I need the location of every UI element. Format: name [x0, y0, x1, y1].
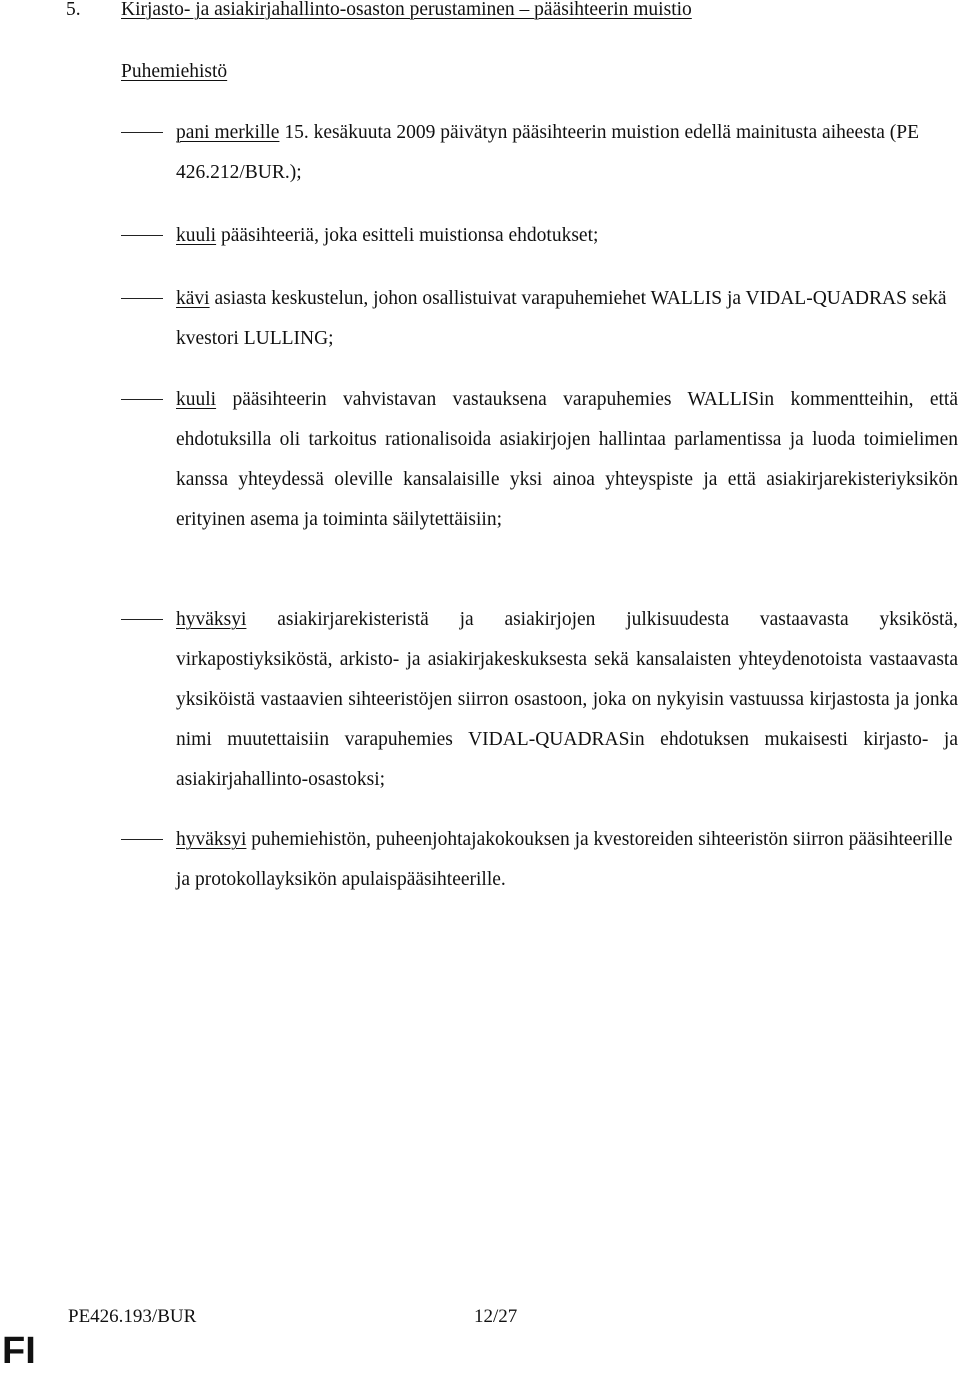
document-reference: PE426.193/BUR: [68, 1306, 197, 1327]
section-title: Kirjasto- ja asiakirjahallinto-osaston perustaminen – pääsihteerin muistio: [121, 0, 692, 20]
item-body: 15. kesäkuuta 2009 päivätyn pääsihteerin muistion edellä mainitusta aiheesta (PE 426.212/BUR.);: [176, 122, 919, 183]
list-item: [121, 216, 960, 256]
list-item: [121, 113, 960, 193]
item-verb: pani merkille: [176, 122, 280, 143]
item-body: pääsihteerin vahvistavan vastauksena varapuhemies WALLISin kommentteihin, että ehdotuksilla oli tarkoitus rationalisoida asiakirjojen hallintaa parlamentissa ja luoda toimielimen kanssa yhteydessä oleville kansalaisille yksi ainoa yhteyspiste ja että asiakirjarekisteriyksikön erityinen asema ja toiminta säilytettäisiin;: [176, 389, 958, 530]
item-verb: kuuli: [176, 225, 217, 246]
item-body: puhemiehistön, puheenjohtajakokouksen ja kvestoreiden sihteeristön siirron pääsihteerille ja protokollayksikön apulaispääsihteerille.: [176, 829, 953, 890]
list-item: [121, 820, 960, 900]
list-item-text: [176, 113, 958, 193]
item-verb: kuuli: [176, 389, 217, 410]
item-verb: hyväksyi: [176, 829, 247, 850]
item-body: asiakirjarekisteristä ja asiakirjojen julkisuudesta vastaavasta yksiköstä, virkapostiyksiköstä, arkisto- ja asiakirjakeskuksesta sekä kansalaisten yhteydenotoista vastaavasta yksiköistä vastaavien sihteeristöjen siirron osastoon, joka on nykyisin vastuussa kirjastosta ja jonka nimi muutettaisiin varapuhemies VIDAL-QUADRASin ehdotuksen mukaisesti kirjasto- ja asiakirjahallinto-osastoksi;: [176, 609, 958, 790]
dash-bullet: [121, 839, 163, 840]
list-item: [121, 600, 960, 800]
section-heading: [66, 0, 940, 23]
item-verb: kävi: [176, 288, 210, 309]
page-number: 12/27: [474, 1306, 518, 1327]
section-number: 5.: [66, 0, 81, 20]
list-item-text: [176, 216, 958, 256]
list-item: [121, 279, 960, 359]
list-item-text: [176, 600, 958, 800]
item-body: pääsihteeriä, joka esitteli muistionsa ehdotukset;: [216, 225, 599, 246]
dash-bullet: [121, 298, 163, 299]
dash-bullet: [121, 399, 163, 400]
item-body: asiasta keskustelun, johon osallistuivat varapuhemiehet WALLIS ja VIDAL-QUADRAS sekä kvestori LULLING;: [176, 288, 947, 349]
language-code: FI: [2, 1330, 36, 1372]
dash-bullet: [121, 619, 163, 620]
list-item-text: [176, 380, 958, 540]
page-footer: [68, 1304, 518, 1330]
subheading: Puhemiehistö: [121, 61, 228, 82]
dash-bullet: [121, 235, 163, 236]
item-verb: hyväksyi: [176, 609, 247, 630]
dash-bullet: [121, 132, 163, 133]
list-item-text: [176, 279, 958, 359]
list-item: [121, 380, 960, 540]
list-item-text: [176, 820, 958, 900]
